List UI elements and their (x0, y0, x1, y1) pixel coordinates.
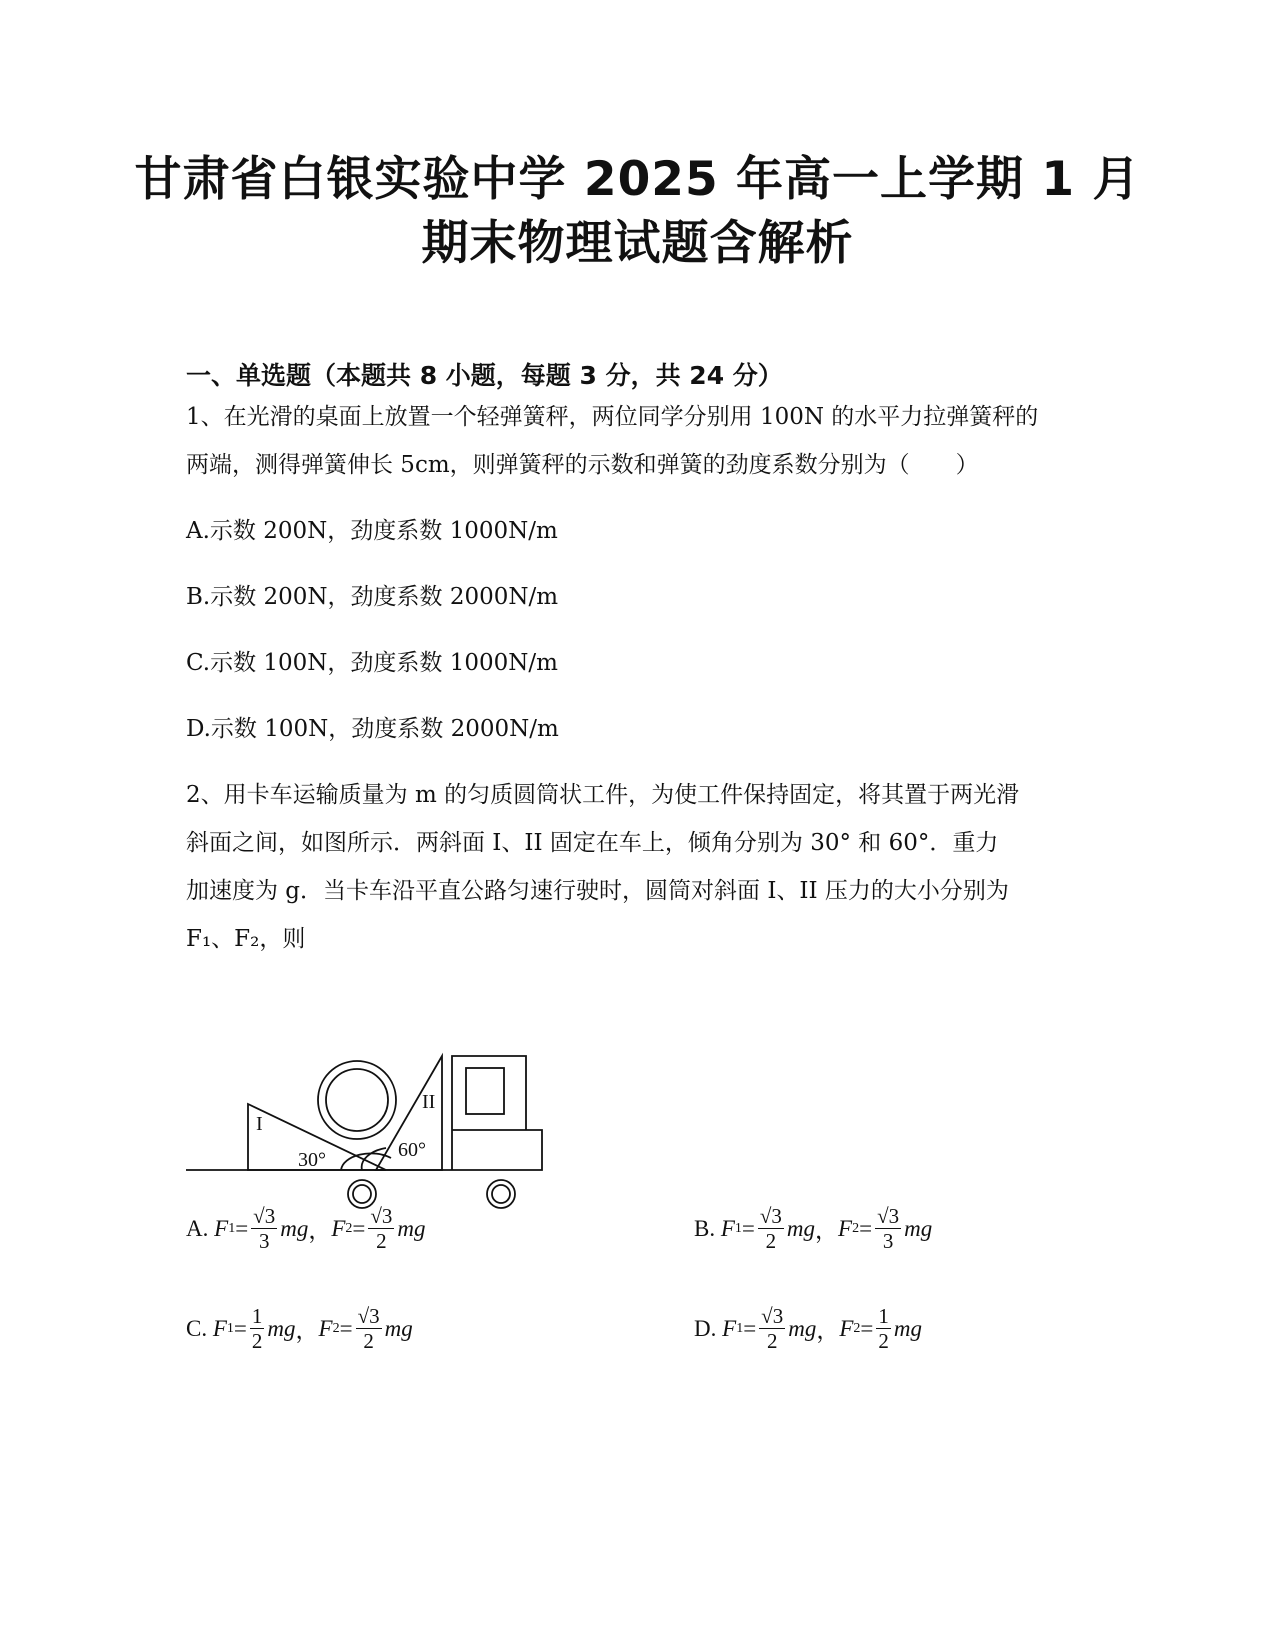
q1-option-d[interactable]: D.示数 100N，劲度系数 2000N/m (186, 716, 559, 742)
fraction (759, 1304, 785, 1353)
sep: ， (815, 1218, 839, 1243)
denominator: 2 (363, 1329, 374, 1353)
q2-stem-line-1: 2、用卡车运输质量为 m 的匀质圆筒状工件，为使工件保持固定，将其置于两光滑 (186, 782, 1020, 808)
denominator: 3 (882, 1229, 894, 1253)
f-symbol: F (318, 1315, 333, 1341)
denominator: 2 (765, 1229, 777, 1253)
q2-stem-line-4: F₁、F₂，则 (186, 926, 306, 952)
f-symbol: F (839, 1315, 854, 1341)
q1-option-a[interactable]: A.示数 200N，劲度系数 1000N/m (186, 518, 558, 544)
sub: 1 (736, 1320, 744, 1336)
f-symbol: F (331, 1215, 346, 1241)
f-symbol: F (214, 1215, 229, 1241)
fraction (251, 1204, 277, 1253)
q2-option-c[interactable] (186, 1304, 413, 1353)
f-symbol: F (212, 1315, 227, 1341)
option-letter: C. (186, 1315, 208, 1341)
mg: mg (786, 1215, 816, 1241)
numerator: √3 (759, 1204, 782, 1228)
sep: ， (295, 1318, 319, 1343)
mg: mg (788, 1315, 817, 1341)
title-line-1: 甘肃省白银实验中学 2025 年高一上学期 1 月 (134, 152, 1141, 207)
denominator: 2 (251, 1329, 263, 1353)
numerator: √3 (370, 1204, 393, 1228)
eq: = (743, 1315, 757, 1341)
rear-wheel-inner (492, 1185, 510, 1203)
denominator: 3 (258, 1229, 270, 1253)
q2-stem-line-2: 斜面之间，如图所示．两斜面 I、II 固定在车上，倾角分别为 30° 和 60°．重力 (186, 830, 999, 856)
option-letter: A. (186, 1215, 209, 1241)
mg: mg (397, 1215, 426, 1241)
title-line-2: 期末物理试题含解析 (421, 216, 854, 271)
truck-hood (452, 1130, 542, 1170)
fraction (368, 1204, 394, 1253)
numerator: √3 (357, 1304, 380, 1328)
truck-incline-figure (186, 1048, 566, 1228)
sep: ， (308, 1218, 332, 1243)
f-symbol: F (720, 1215, 735, 1241)
q2-option-d[interactable] (694, 1304, 922, 1353)
q1-stem-line-1: 1、在光滑的桌面上放置一个轻弹簧秤，两位同学分别用 100N 的水平力拉弹簧秤的 (186, 404, 1039, 430)
sub: 1 (226, 1320, 234, 1336)
label-angle-30: 30° (298, 1149, 326, 1171)
cylinder-inner (326, 1069, 388, 1131)
mg: mg (904, 1215, 933, 1241)
numerator: √3 (761, 1304, 784, 1328)
eq: = (339, 1315, 353, 1341)
q1-option-c[interactable]: C.示数 100N，劲度系数 1000N/m (186, 650, 558, 676)
sub: 2 (345, 1220, 353, 1236)
option-letter: B. (694, 1215, 716, 1241)
mg: mg (280, 1215, 309, 1241)
fraction (758, 1204, 784, 1253)
sub: 2 (853, 1320, 861, 1336)
q2-stem-line-3: 加速度为 g．当卡车沿平直公路匀速行驶时，圆筒对斜面 I、II 压力的大小分别为 (186, 878, 1009, 904)
sub: 2 (332, 1320, 340, 1336)
eq: = (860, 1315, 874, 1341)
cylinder-outer (318, 1061, 396, 1139)
label-slope-ii: II (422, 1091, 436, 1113)
fraction (875, 1204, 901, 1253)
numerator: √3 (253, 1204, 276, 1228)
q1-stem-line-2: 两端，测得弹簧伸长 5cm，则弹簧秤的示数和弹簧的劲度系数分别为（ ） (186, 452, 979, 478)
fraction (356, 1304, 382, 1353)
front-wheel-inner (353, 1185, 371, 1203)
eq: = (235, 1215, 249, 1241)
eq: = (859, 1215, 873, 1241)
q2-option-a[interactable] (186, 1204, 426, 1253)
eq: = (233, 1315, 247, 1341)
label-slope-i: I (256, 1113, 263, 1135)
fraction (250, 1304, 265, 1353)
page-title (0, 148, 1275, 276)
numerator: √3 (877, 1204, 900, 1228)
eq: = (741, 1215, 755, 1241)
sep: ， (816, 1318, 840, 1343)
sub: 1 (228, 1220, 236, 1236)
sub: 1 (734, 1220, 742, 1236)
label-angle-60: 60° (398, 1139, 426, 1161)
f-symbol: F (838, 1215, 853, 1241)
f-symbol: F (722, 1315, 737, 1341)
cab-window (466, 1068, 504, 1114)
fraction (876, 1304, 891, 1353)
numerator: 1 (251, 1304, 263, 1328)
eq: = (352, 1215, 366, 1241)
denominator: 2 (376, 1229, 387, 1253)
denominator: 2 (878, 1329, 889, 1353)
truck-cab (452, 1056, 526, 1170)
option-letter: D. (694, 1315, 717, 1341)
mg: mg (384, 1315, 413, 1341)
sub: 2 (852, 1220, 860, 1236)
denominator: 2 (766, 1329, 778, 1353)
section-heading: 一、单选题（本题共 8 小题，每题 3 分，共 24 分） (186, 361, 783, 390)
mg: mg (267, 1315, 296, 1341)
q1-option-b[interactable]: B.示数 200N，劲度系数 2000N/m (186, 584, 559, 610)
q2-option-b[interactable] (694, 1204, 932, 1253)
numerator: 1 (878, 1304, 889, 1328)
mg: mg (893, 1315, 922, 1341)
